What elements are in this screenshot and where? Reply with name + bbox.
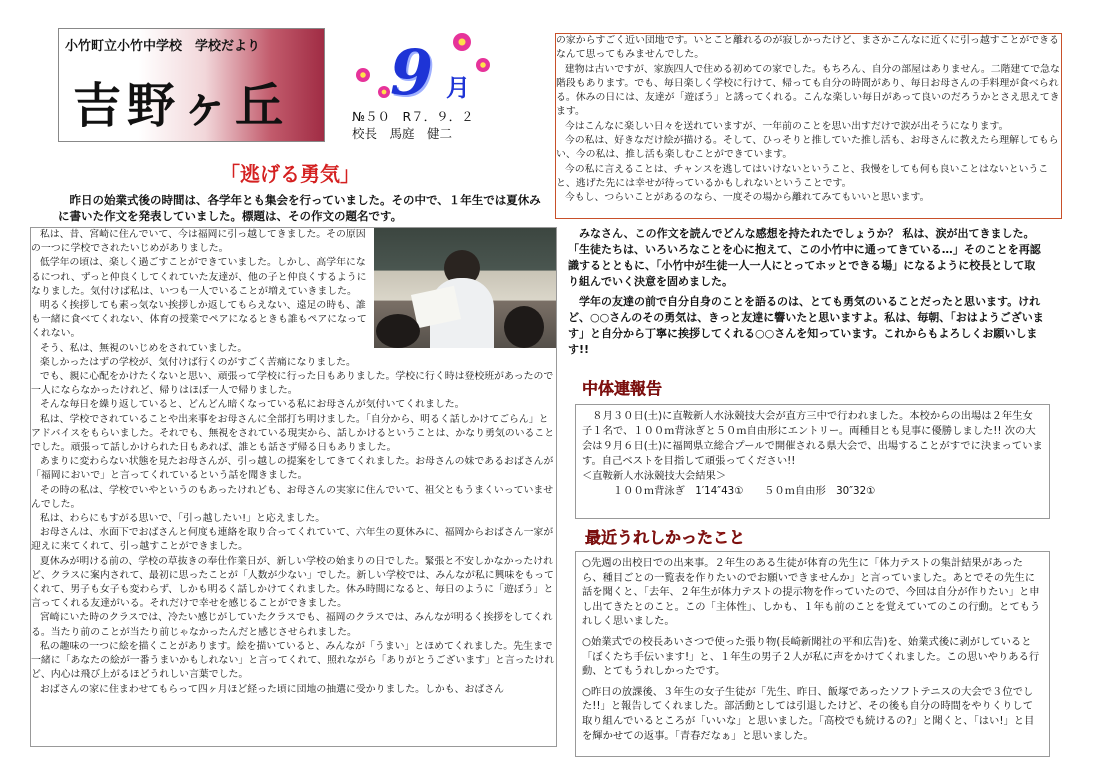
chutai-results-title: ＜直鞍新人水泳競技大会結果＞ [582,470,727,482]
essay-continued-paragraph: 今はこんなに楽しい日々を送れていますが、一年前のことを思い出すだけで涙が出そうになります。 [564,120,1009,132]
essay-continued-paragraph: 建物は古いですが、家族四人で住める初めての家でした。もちろん、自分の部屋はありません。二階建てで急な階段もあります。でも、毎日楽しく学校に行けて、帰っても自分の時間があり、毎日お母さんの手料理が食べられる。休みの日には、友達が「遊ぼう」と誘ってくれる。こんな楽しい毎日があって良いのだろうかとさえ思えてきます。 [556,63,1060,118]
essay-paragraph: 私は、昔、宮崎に住んでいて、今は福岡に引っ越してきました。その原因の一つに学校でされたいじめがありました。 [31,229,366,255]
essay-paragraph: そんな毎日を繰り返していると、どんどん暗くなっている私にお母さんが気付いてくれました。 [39,399,465,411]
essay-paragraph: 夏休みが明ける前の、学校の草抜きの奉仕作業日が、新しい学校の始まりの日でした。緊張と不安しかなかったけれど、クラスに案内されて、最初に思ったことが「人数が少ない」でした。新しい学校では、みんなが私に興味をもってくれて、男子も女子も変わらず、しかも明るく話しかけてくれました。休み時間になると、毎日のように「遊ぼう」と言ってくれる友達がいる。それだけで幸せを感じることができました。 [31,555,554,610]
essay-paragraph: 私の趣味の一つに絵を描くことがあります。絵を描いていると、みんなが「うまい」とほめてくれました。先生まで一緒に「あなたの絵が一番うまいかもしれない」と言ってくれて、照れながら「ありがとうございます」と言ったけれど、内心は飛び上がるほどうれしい言葉でした。 [31,640,555,681]
principal-reflection [568,226,1046,362]
issue-month-char: 月 [446,74,470,102]
essay-paragraph: 私は、わらにもすがる思いで、「引っ越したい!」と応えました。 [39,513,326,525]
essay-continued-paragraph: 今の私は、好きなだけ絵が描ける。そして、ひっそりと推していた推し活も、お母さんに教えたら理解してもらい、今の私は、推し活も楽しむことができています。 [556,135,1059,161]
essay-paragraph: でも、親に心配をかけたくないと思い、頑張って学校に行った日もありました。学校に行く時は登校班があったので一人にならなかったけれど、帰りはほぼ一人で帰りました。 [31,371,554,397]
essay-paragraph: お母さんは、水面下でおばさんと何度も連絡を取り合ってくれていて、六年生の夏休みに、福岡からおばさん一家が迎えに来てくれて、引っ越すことができました。 [31,527,554,553]
article-intro: 昨日の始業式後の時間は、各学年とも集会を行っていました。その中で、１年生では夏休みに書いた作文を発表していました。標題は、その作文の題名です。 [58,193,541,223]
essay-box [30,227,557,747]
recent-box [575,551,1050,757]
essay-continued-paragraph: の家からすごく近い団地です。いとこと離れるのが寂しかったけど、まさかこんなに近くに引っ越すことができるなんて思ってもみませんでした。 [556,35,1059,61]
essay-paragraph: 明るく挨拶しても素っ気ない挨拶しか返してもらえない、遠足の時も、誰も一緒に食べてくれない、体育の授業でペアになるときも誰もペアになってくれない。 [31,300,367,340]
essay-paragraph: 低学年の頃は、楽しく過ごすことができていました。しかし、高学年になるにつれ、ずっと仲良くしてくれていた友達が、他の子と仲良くするようになりました。気付けば私は、いつも一人でいることが増えていきました。 [31,257,367,297]
principal-name: 校長 馬庭 健二 [352,126,453,141]
essay-paragraph: そう、私は、無視のいじめをされていました。 [39,342,248,354]
essay-continued-paragraph: 今もし、つらいことがあるのなら、一度その場から離れてみてもいいと思います。 [564,192,930,204]
masthead [58,28,325,142]
recent-item: ○始業式での校長あいさつで使った張り物(長崎新聞社の平和広告)を、始業式後に剥がしていると「ぼくたち手伝います!」と、１年生の男子２人が私に声をかけてくれました。この思いやりある行動、とてもうれしかったです。 [582,635,1040,678]
student-back-shape [504,306,544,348]
school-name: 小竹町立小竹中学校 学校だより [65,39,261,54]
essay-paragraph: おばさんの家に住まわせてもらって四ヶ月ほど経った頃に団地の抽選に受かりました。しかも、おばさん [39,683,505,695]
flower-icon [453,33,471,51]
classroom-photo [374,228,556,348]
recent-item: ○先週の出校日での出来事。２年生のある生徒が体育の先生に「体力テストの集計結果があったら、種目ごとの一覧表を作りたいのでお願いできませんか」と言っていました。あとでその先生に話を聞くと、「去年、２年生が体力テストの提示物を作っていたので、今回は自分が作りたい」と申し出てきたとのこと。この「主体性」、しかも、１年も前のことを覚えていてのこの行動。とてもうれしく思いました。 [582,557,1041,628]
chutai-box [575,404,1050,519]
student-back-shape [376,314,420,348]
chutai-report: ８月３０日(土)に直鞍新人水泳競技大会が直方三中で行われました。本校からの出場は２年生女子１名で、１００ｍ背泳ぎと５０ｍ自由形にエントリー。両種目とも見事に優勝しました!! 次の大会は９月６日(土)に福岡県立総合プールで開催される県大会で、出場することがすでに決まっています。自己ベストを目指して頑張ってください!! [582,410,1043,467]
essay-paragraph: あまりに変わらない状態を見たお母さんが、引っ越しの提案をしてきてくれました。お母さんの妹であるおばさんが「福岡においで」と言ってくれているという話を聞きました。 [31,456,554,482]
article-headline: 「逃げる勇気」 [220,162,360,186]
issue-month-number: 9 [390,36,434,109]
reflection-paragraph: 学年の友達の前で自分自身のことを語るのは、とても勇気のいることだったと思います。けれど、○○さんのその勇気は、きっと友達に響いたと思いますよ。私は、毎朝、「おはようございます」と自分から丁寧に挨拶してくれる○○さんを知っています。これからもよろしくお願いします!! [568,295,1044,356]
essay-continued-paragraph: 今の私に言えることは、チャンスを逃してはいけないということ、我慢をしても何も良いことはないということ、逃げた先には幸せが待っているかもしれないということです。 [556,163,1049,189]
essay-paragraph: 楽しかったはずの学校が、気付けば行くのがすごく苦痛になりました。 [39,356,356,368]
flower-icon [356,68,370,82]
essay-paragraph: その時の私は、学校でいやというのもあったけれども、お母さんの実家に住んでいて、祖父ともうまくいっていませんでした。 [31,484,554,510]
chutai-results: １００ｍ背泳ぎ 1′14″43① ５０ｍ自由形 30″32① [582,485,876,497]
recent-heading: 最近うれしかったこと [585,528,746,547]
chutai-heading: 中体連報告 [582,379,663,398]
issue-number-date: №５０ R７．９．２ [352,109,474,124]
recent-item: ○昨日の放課後、３年生の女子生徒が「先生、昨日、飯塚であったソフトテニスの大会で３位でした!!」と報告してくれました。部活動としては引退したけど、その後も自分の時間をやりくりして取り組んでいるところが「いいな」と思いました。「高校でも続けるの?」と聞くと、「はい!」と目を輝かせての返事。「青春だなぁ」と思いました。 [582,685,1035,742]
essay-continued-box [555,33,1062,219]
flower-icon [476,58,490,72]
flower-icon [378,86,390,98]
reflection-paragraph: みなさん、この作文を読んでどんな感想を持たれたでしょうか？ 私は、涙が出てきました。「生徒たちは、いろいろなことを心に抱えて、この小竹中に通ってきている…」そのことを再認識するとともに、「小竹中が生徒一人一人にとってホッとできる場」になるように校長として取り組んでいく決意を固めました。 [568,227,1041,288]
issue-info [352,108,474,142]
essay-paragraph: 宮崎にいた時のクラスでは、冷たい感じがしていたクラスでも、福岡のクラスでは、みんなが明るく挨拶をしてくれる。当たり前のことが当たり前じゃなかったんだと感じさせられました。 [31,612,553,638]
newsletter-title: 吉野ヶ丘 [73,78,290,134]
essay-paragraph: 私は、学校でされていることや出来事をお母さんに全部打ち明けました。「自分から、明るく話しかけてごらん」とアドバイスをもらいました。それでも、無視をされている現実から、話しかけるということは、かなり勇気のいることでした。頑張って話しかけられた日もあれば、誰とも話さず帰る日もありました。 [31,413,555,454]
